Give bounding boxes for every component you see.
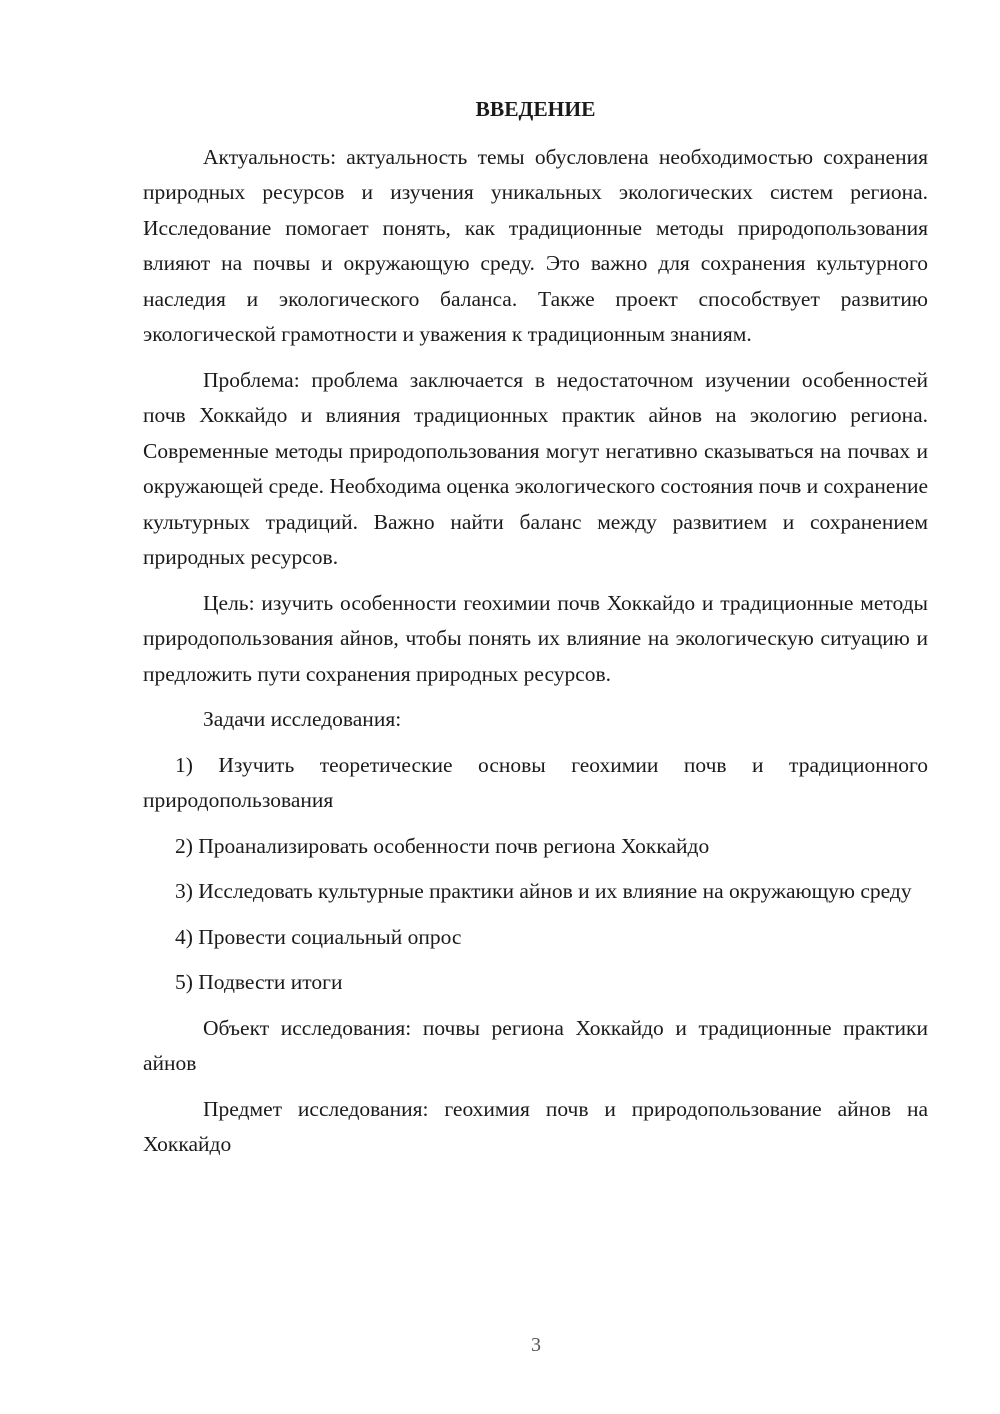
- task-item-1: 1) Изучить теоретические основы геохимии почв и традиционного природопользования: [143, 752, 928, 812]
- task-item-3: 3) Исследовать культурные практики айнов и их влияние на окружающую среду: [175, 879, 912, 903]
- paragraph-relevance: Актуальность: актуальность темы обусловлена необходимостью сохранения природных ресурсов и изучения уникальных экологических систем региона. Исследование помогает понять, как традиционные методы природопользования влияют на почвы и окружающую среду. Это важно для сохранения культурного наследия и экологического баланса. Также проект способствует развитию экологической грамотности и уважения к традиционным знаниям.: [143, 144, 928, 346]
- task-item-5: 5) Подвести итоги: [175, 970, 343, 994]
- task-item-4: 4) Провести социальный опрос: [175, 924, 462, 949]
- paragraph-object: Объект исследования: почвы региона Хоккайдо и традиционные практики айнов: [143, 1015, 928, 1075]
- page-number: 3: [531, 1334, 541, 1356]
- task-item-2: 2) Проанализировать особенности почв региона Хоккайдо: [175, 833, 710, 858]
- page-content: [143, 92, 928, 1173]
- paragraph-problem: Проблема: проблема заключается в недостаточном изучении особенностей почв Хоккайдо и влияния традиционных практик айнов на экологию региона. Современные методы природопользования могут негативно сказываться на почвах и окружающей среде. Необходима оценка экологического состояния почв и сохранение культурных традиций. Важно найти баланс между развитием и сохранением природных ресурсов.: [143, 367, 928, 569]
- section-title: ВВЕДЕНИЕ: [475, 97, 596, 121]
- paragraph-goal: Цель: изучить особенности геохимии почв Хоккайдо и традиционные методы природопользования айнов, чтобы понять их влияние на экологическую ситуацию и предложить пути сохранения природных ресурсов.: [143, 590, 928, 686]
- paragraph-subject: Предмет исследования: геохимия почв и природопользование айнов на Хоккайдо: [143, 1096, 928, 1156]
- tasks-heading: Задачи исследования:: [203, 707, 402, 731]
